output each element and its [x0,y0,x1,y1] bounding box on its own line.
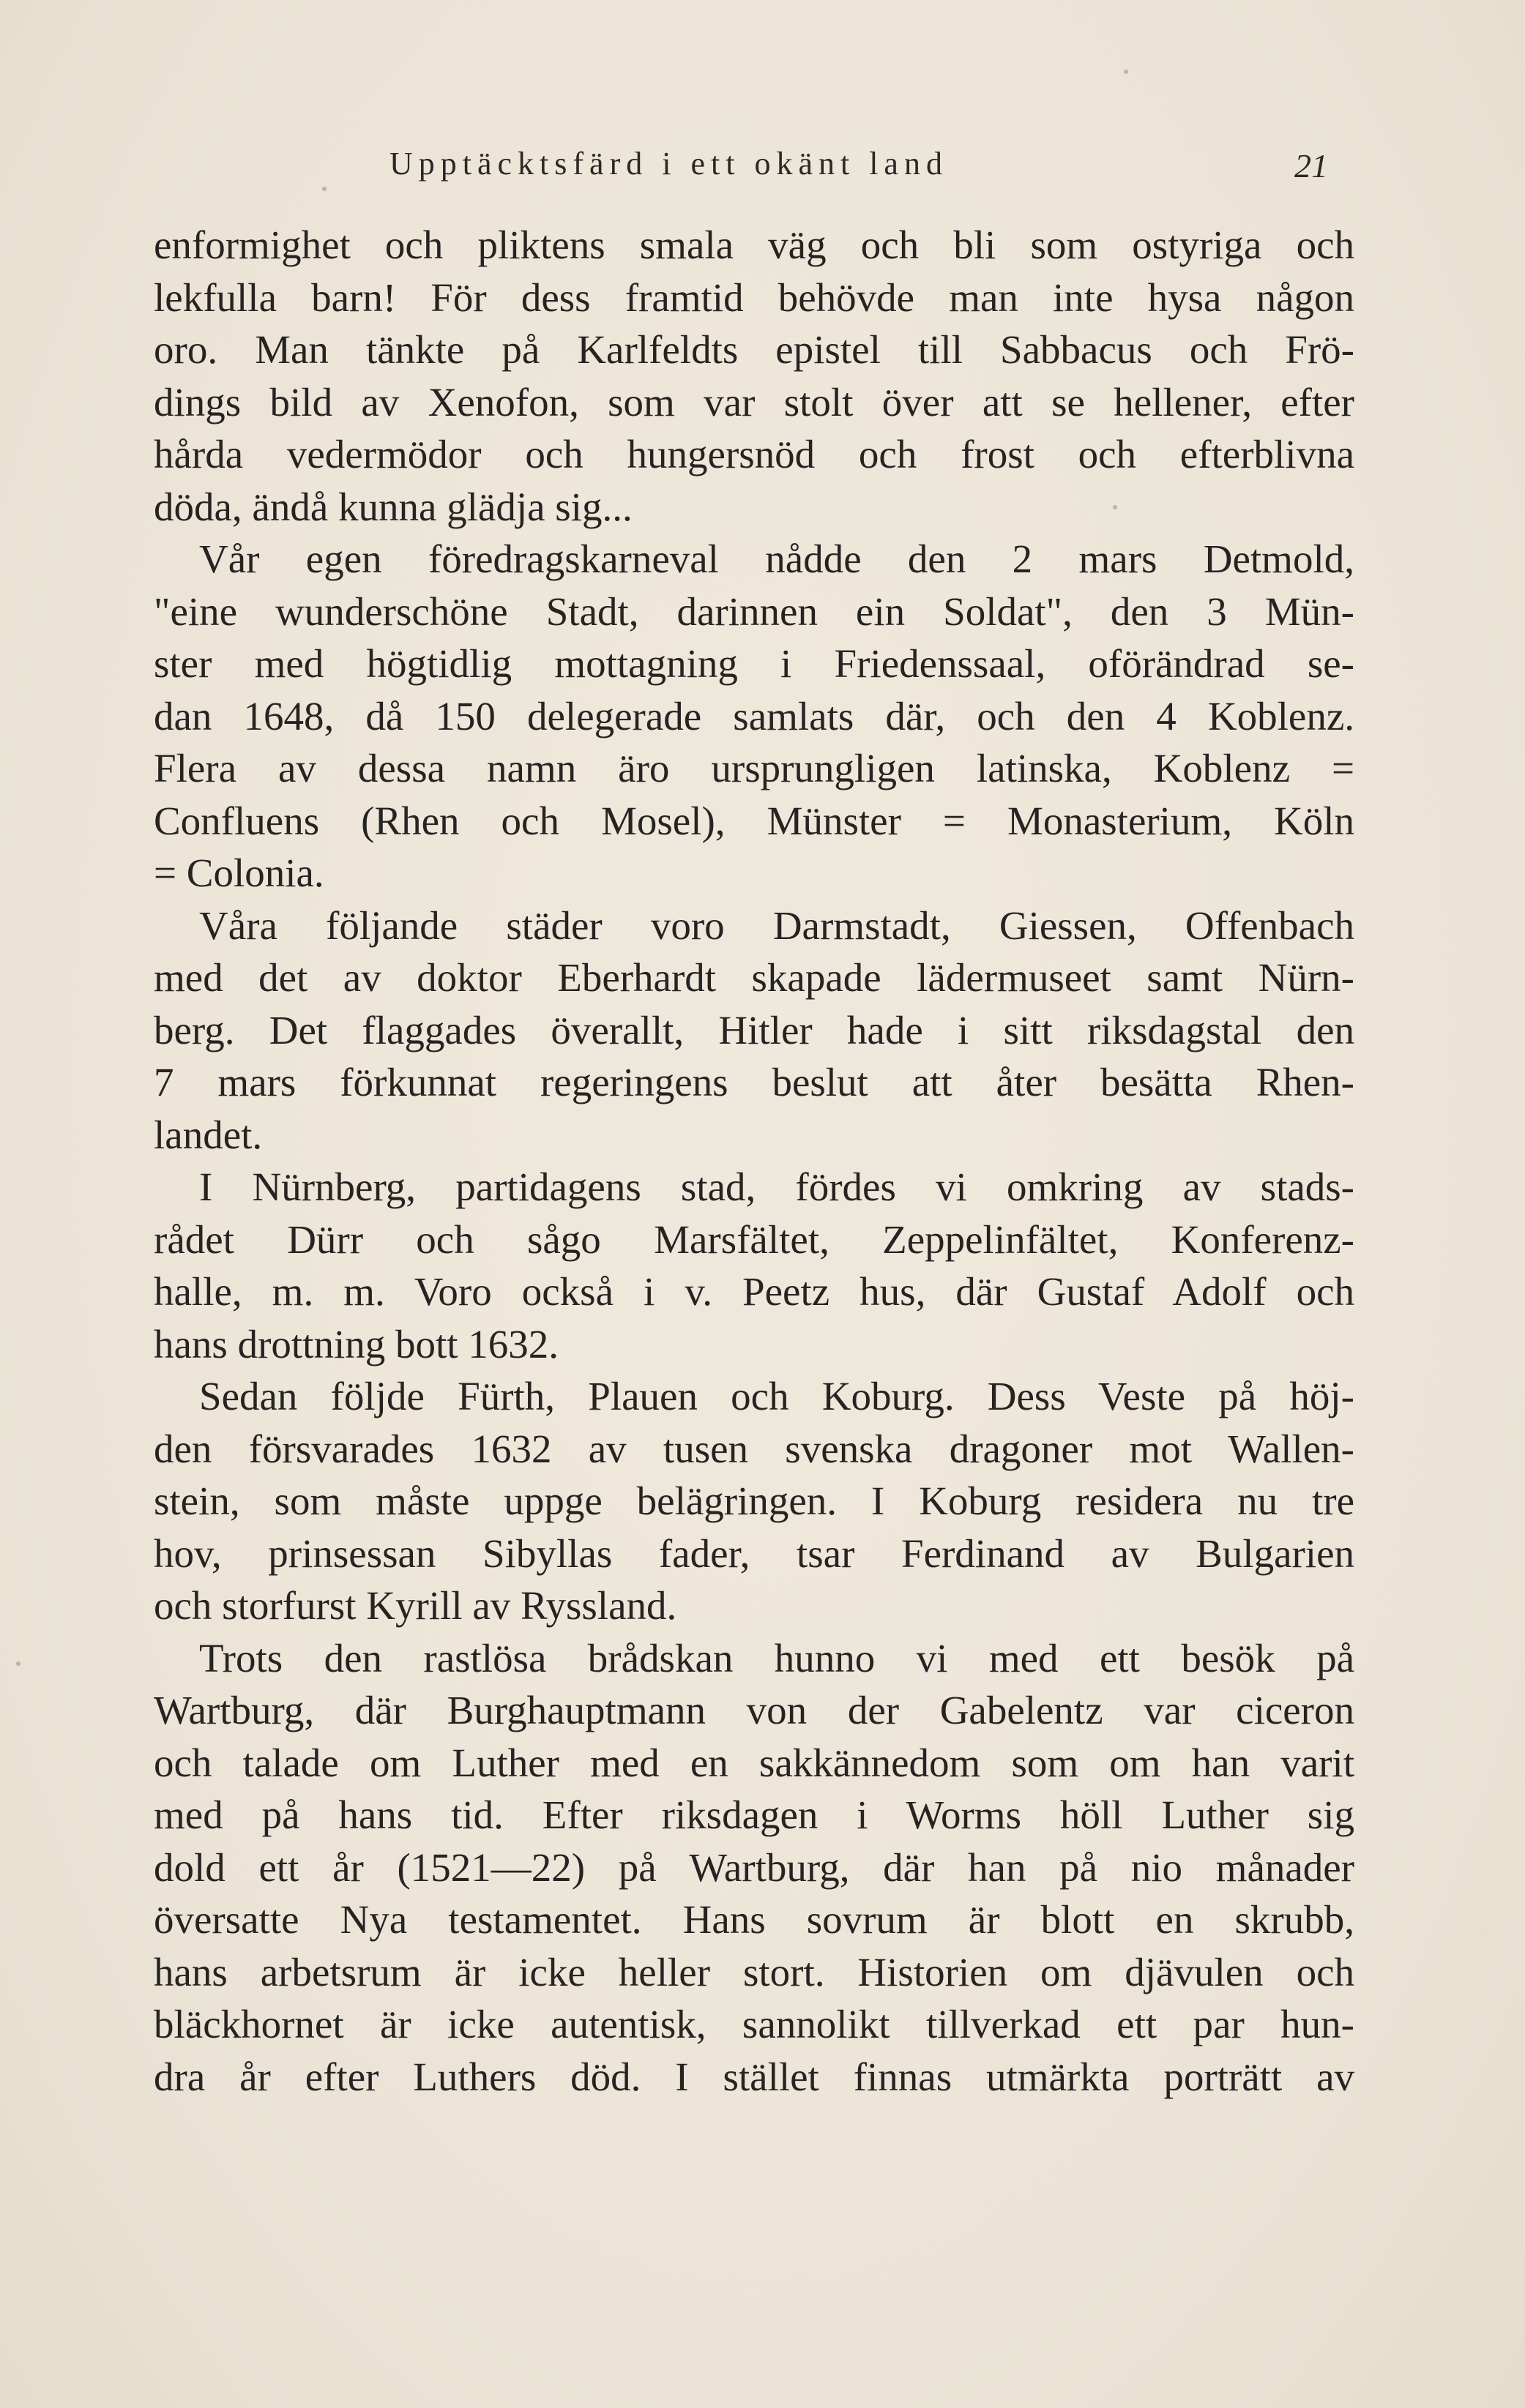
text-line: "eine wunderschöne Stadt, darinnen ein Soldat", den 3 Mün- [154,588,1354,634]
text-line: landet. [154,1112,263,1157]
text-line: dold ett år (1521—22) på Wartburg, där han på nio månader [154,1844,1354,1890]
text-line: översatte Nya testamentet. Hans sovrum är blott en skrubb, [154,1897,1354,1942]
text-line: rådet Dürr och sågo Marsfältet, Zeppelinfältet, Konferenz- [154,1216,1354,1262]
text-line: och talade om Luther med en sakkännedom som om han varit [154,1740,1354,1785]
running-title: Upptäcktsfärd i ett okänt land [389,146,948,182]
text-line: bläckhornet är icke autentisk, sannolikt tillverkad ett par hun- [154,2002,1354,2046]
page-number: 21 [1294,147,1328,184]
text-line: den försvarades 1632 av tusen svenska dragoner mot Wallen- [154,1426,1354,1471]
text-line: oro. Man tänkte på Karlfeldts epistel till Sabbacus och Frö- [154,327,1354,372]
text-line: enformighet och pliktens smala väg och bli som ostyriga och [154,223,1354,267]
text-line: stein, som måste uppge belägringen. I Koburg residera nu tre [154,1478,1354,1523]
paper-speck [322,187,327,191]
text-line: hov, prinsessan Sibyllas fader, tsar Ferdinand av Bulgarien [154,1530,1354,1576]
text-line: Flera av dessa namn äro ursprungligen latinska, Koblenz = [154,746,1354,790]
text-line: och storfurst Kyrill av Ryssland. [154,1583,677,1628]
paper-speck [16,1661,20,1666]
text-line: dan 1648, då 150 delegerade samlats där, och den 4 Koblenz. [154,693,1354,739]
text-line: dra år efter Luthers död. I stället finnas utmärkta porträtt av [154,2054,1354,2099]
text-line: Confluens (Rhen och Mosel), Münster = Monasterium, Köln [154,798,1354,843]
text-line: med det av doktor Eberhardt skapade lädermuseet samt Nürn- [154,955,1354,1000]
paragraph-first-line: I Nürnberg, partidagens stad, fördes vi omkring av stads- [199,1164,1354,1209]
text-line: Wartburg, där Burghauptmann von der Gabelentz var ciceron [154,1688,1354,1732]
text-line: 7 mars förkunnat regeringens beslut att åter besätta Rhen- [154,1060,1354,1104]
text-line: berg. Det flaggades överallt, Hitler hade i sitt riksdagstal den [154,1007,1354,1052]
text-line: = Colonia. [154,850,324,895]
text-line: hårda vedermödor och hungersnöd och frost och efterblivna [154,432,1354,476]
body-text [154,219,1354,2103]
paragraph-first-line: Trots den rastlösa brådskan hunno vi med ett besök på [199,1635,1354,1680]
text-line: hans drottning bott 1632. [154,1321,559,1366]
paragraph-first-line: Våra följande städer voro Darmstadt, Giessen, Offenbach [199,902,1354,948]
text-line: ster med högtidlig mottagning i Friedenssaal, oförändrad se- [154,641,1354,686]
text-line: dings bild av Xenofon, som var stolt över att se hellener, efter [154,379,1354,425]
paragraph-first-line: Vår egen föredragskarneval nådde den 2 mars Detmold, [199,536,1354,581]
text-line: hans arbetsrum är icke heller stort. Historien om djävulen och [154,1949,1354,1994]
text-line: lekfulla barn! För dess framtid behövde man inte hysa någon [154,274,1354,320]
paragraph-first-line: Sedan följde Fürth, Plauen och Koburg. Dess Veste på höj- [199,1374,1354,1418]
text-line: döda, ändå kunna glädja sig... [154,484,633,529]
text-line: med på hans tid. Efter riksdagen i Worms höll Luther sig [154,1792,1354,1837]
paper-speck [1124,70,1128,74]
paper-speck [1113,505,1117,509]
text-line: halle, m. m. Voro också i v. Peetz hus, där Gustaf Adolf och [154,1269,1354,1314]
